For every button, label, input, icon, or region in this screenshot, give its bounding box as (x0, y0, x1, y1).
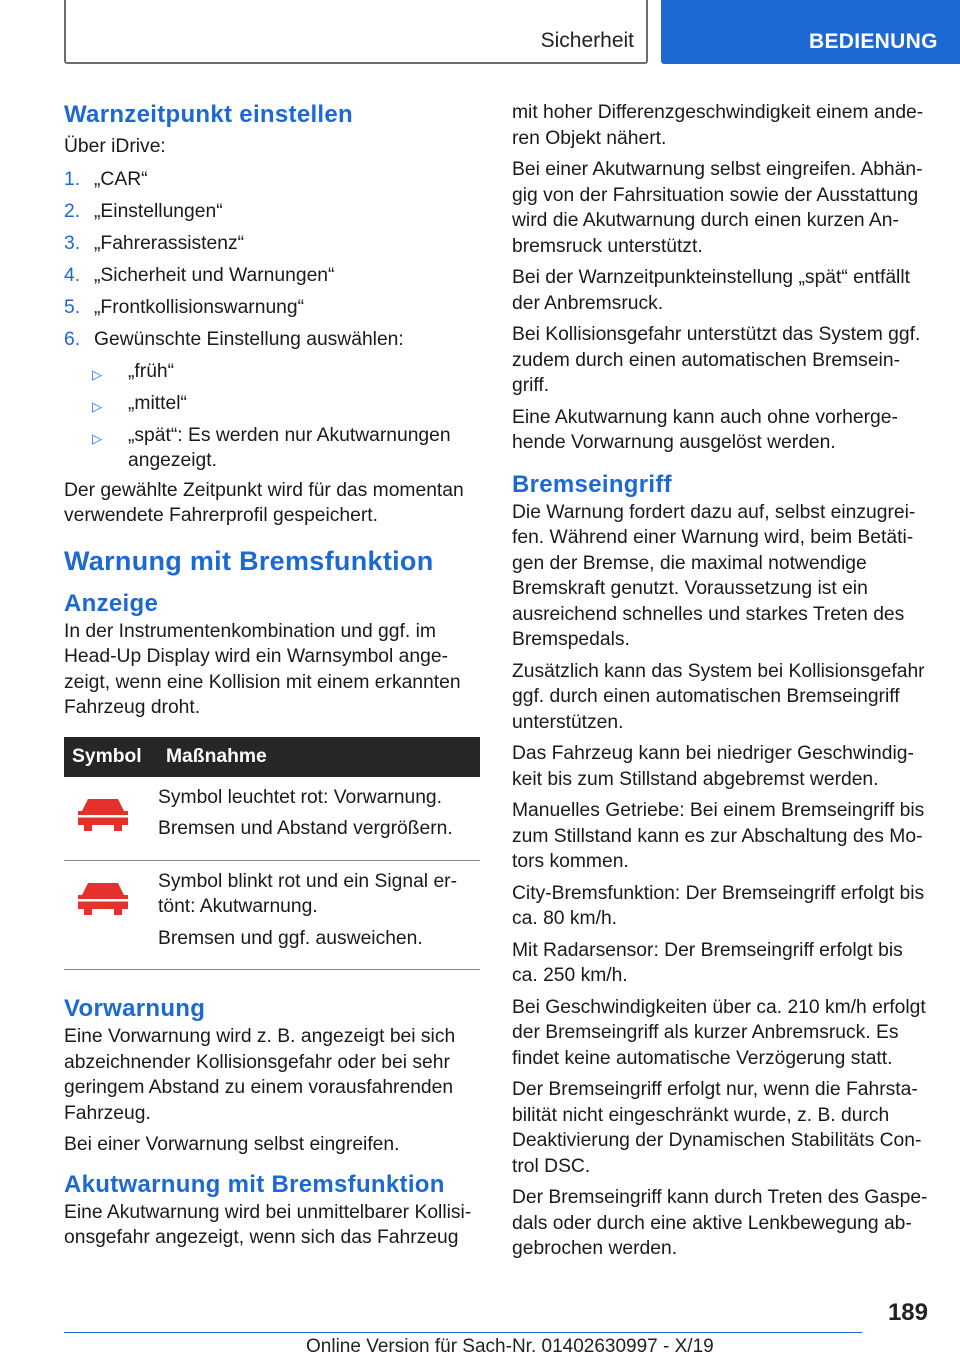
options-list (92, 356, 482, 474)
section-title: Sicherheit (540, 29, 634, 52)
paragraph: Manuelles Getriebe: Bei einem Bremseingriff bis zum Stillstand kann es zur Abschaltung des Motors kommen. (512, 800, 925, 872)
paragraph: Zusätzlich kann das System bei Kollisionsgefahr ggf. durch einen automatischen Bremseingriff unterstützen. (512, 660, 925, 733)
paragraph: Eine Akutwarnung wird bei unmittelbarer Kollisionsgefahr angezeigt, wenn sich das Fahrzeug (64, 1201, 472, 1248)
symbol-table (64, 737, 480, 971)
paragraph: Eine Akutwarnung kann auch ohne vorhergehende Vorwarnung ausgelöst werden. (512, 406, 898, 453)
footer-text: Online Version für Sach-Nr. 01402630997 - X/19 (306, 1336, 714, 1357)
paragraph: City-Bremsfunktion: Der Bremseingriff erfolgt bis ca. 80 km/h. (512, 882, 925, 929)
paragraph: Bei einer Vorwarnung selbst eingreifen. (64, 1134, 400, 1155)
table-header-massnahme: Maßnahme (158, 737, 480, 777)
paragraph: Bei Kollisionsgefahr unterstützt das System ggf. zudem durch einen automatischen Bremseingriff. (512, 324, 921, 396)
list-item: 4. „Sicherheit und Warnungen“ (64, 264, 335, 286)
heading-anzeige: Anzeige (64, 589, 159, 617)
steps-list (64, 164, 482, 356)
paragraph: Bei einer Akutwarnung selbst eingreifen. Abhängig von der Fahrsituation sowie der Ausstattung wird die Akutwarnung durch einen kurzen Anbremsruck unterstützt. (512, 159, 923, 257)
list-item: 3. „Fahrerassistenz“ (64, 232, 245, 254)
right-column (512, 100, 930, 1268)
heading-vorwarnung: Vorwarnung (64, 995, 206, 1022)
car-warning-icon (76, 879, 130, 917)
list-item: 5. „Frontkollisionswarnung“ (64, 296, 305, 318)
list-item: 1. „CAR“ (64, 168, 148, 190)
list-item: ▷ „spät“: Es werden nur Akutwarnungen angezeigt. (92, 420, 482, 474)
paragraph: In der Instrumentenkombination und ggf. im Head-Up Display wird ein Warnsymbol angezeigt, wenn eine Kollision mit einem erkannten Fahrzeug droht. (64, 620, 461, 718)
list-item: 6. Gewünschte Einstellung auswählen: (64, 328, 404, 350)
table-row: Symbol leuchtet rot: Vorwarnung. Bremsen und Abstand vergrößern. (64, 777, 480, 861)
list-item: ▷ „mittel“ (92, 388, 482, 420)
paragraph: Das Fahrzeug kann bei niedriger Geschwindigkeit bis zum Stillstand abgebremst werden. (512, 743, 914, 790)
left-column (64, 100, 482, 1257)
section-tab (64, 0, 648, 64)
page-number: 189 (887, 1299, 928, 1326)
paragraph: Der gewählte Zeitpunkt wird für das momentan verwendete Fahrerprofil gespeichert. (64, 479, 464, 526)
paragraph: Die Warnung fordert dazu auf, selbst einzugreifen. Während einer Warnung wird, beim Betätigen der Bremse, die maximal notwendige Bremskraft genutzt. Voraussetzung ist ein ausreichend schnelles und starkes Treten des Bremspedals. (512, 501, 916, 650)
car-warning-icon (76, 795, 130, 833)
bullet-triangle-icon: ▷ (92, 398, 102, 414)
footer-divider (64, 1332, 862, 1333)
paragraph: Bei Geschwindigkeiten über ca. 210 km/h erfolgt der Bremseingriff als kurzer Anbremsruck. Es findet keine automatische Verzögerung statt. (512, 996, 926, 1069)
intro-text: Über iDrive: (64, 136, 166, 157)
paragraph: Der Bremseingriff kann durch Treten des Gaspedals oder durch eine aktive Lenkbewegung abgebrochen werden. (512, 1187, 928, 1259)
paragraph: Der Bremseingriff erfolgt nur, wenn die Fahrstabilität nicht eingeschränkt wurde, z. B. durch Deaktivierung der Dynamischen Stabilitäts Control DSC. (512, 1079, 922, 1177)
heading-bremseingriff: Bremseingriff (512, 470, 672, 498)
heading-warnung: Warnung mit Bremsfunktion (64, 545, 434, 576)
table-row: Symbol blinkt rot und ein Signal ertönt: Akutwarnung. Bremsen und ggf. ausweichen. (64, 860, 480, 970)
bullet-triangle-icon: ▷ (92, 366, 102, 382)
paragraph: mit hoher Differenzgeschwindigkeit einem anderen Objekt nähert. (512, 102, 924, 149)
list-item: 2. „Einstellungen“ (64, 200, 223, 222)
bullet-triangle-icon: ▷ (92, 430, 102, 446)
chapter-tab (661, 0, 960, 64)
chapter-title: BEDIENUNG (809, 30, 938, 53)
paragraph: Bei der Warnzeitpunkteinstellung „spät“ entfällt der Anbremsruck. (512, 267, 910, 314)
paragraph: Mit Radarsensor: Der Bremseingriff erfolgt bis ca. 250 km/h. (512, 939, 903, 986)
heading-warnzeitpunkt: Warnzeitpunkt einstellen (64, 101, 354, 128)
paragraph: Eine Vorwarnung wird z. B. angezeigt bei sich abzeichnender Kollisionsgefahr oder bei sehr geringem Abstand zu einem vorausfahrenden Fahrzeug. (64, 1026, 456, 1124)
list-item: ▷ „früh“ (92, 356, 482, 388)
heading-akutwarnung: Akutwarnung mit Bremsfunktion (64, 1170, 445, 1198)
table-header-symbol: Symbol (64, 737, 158, 777)
